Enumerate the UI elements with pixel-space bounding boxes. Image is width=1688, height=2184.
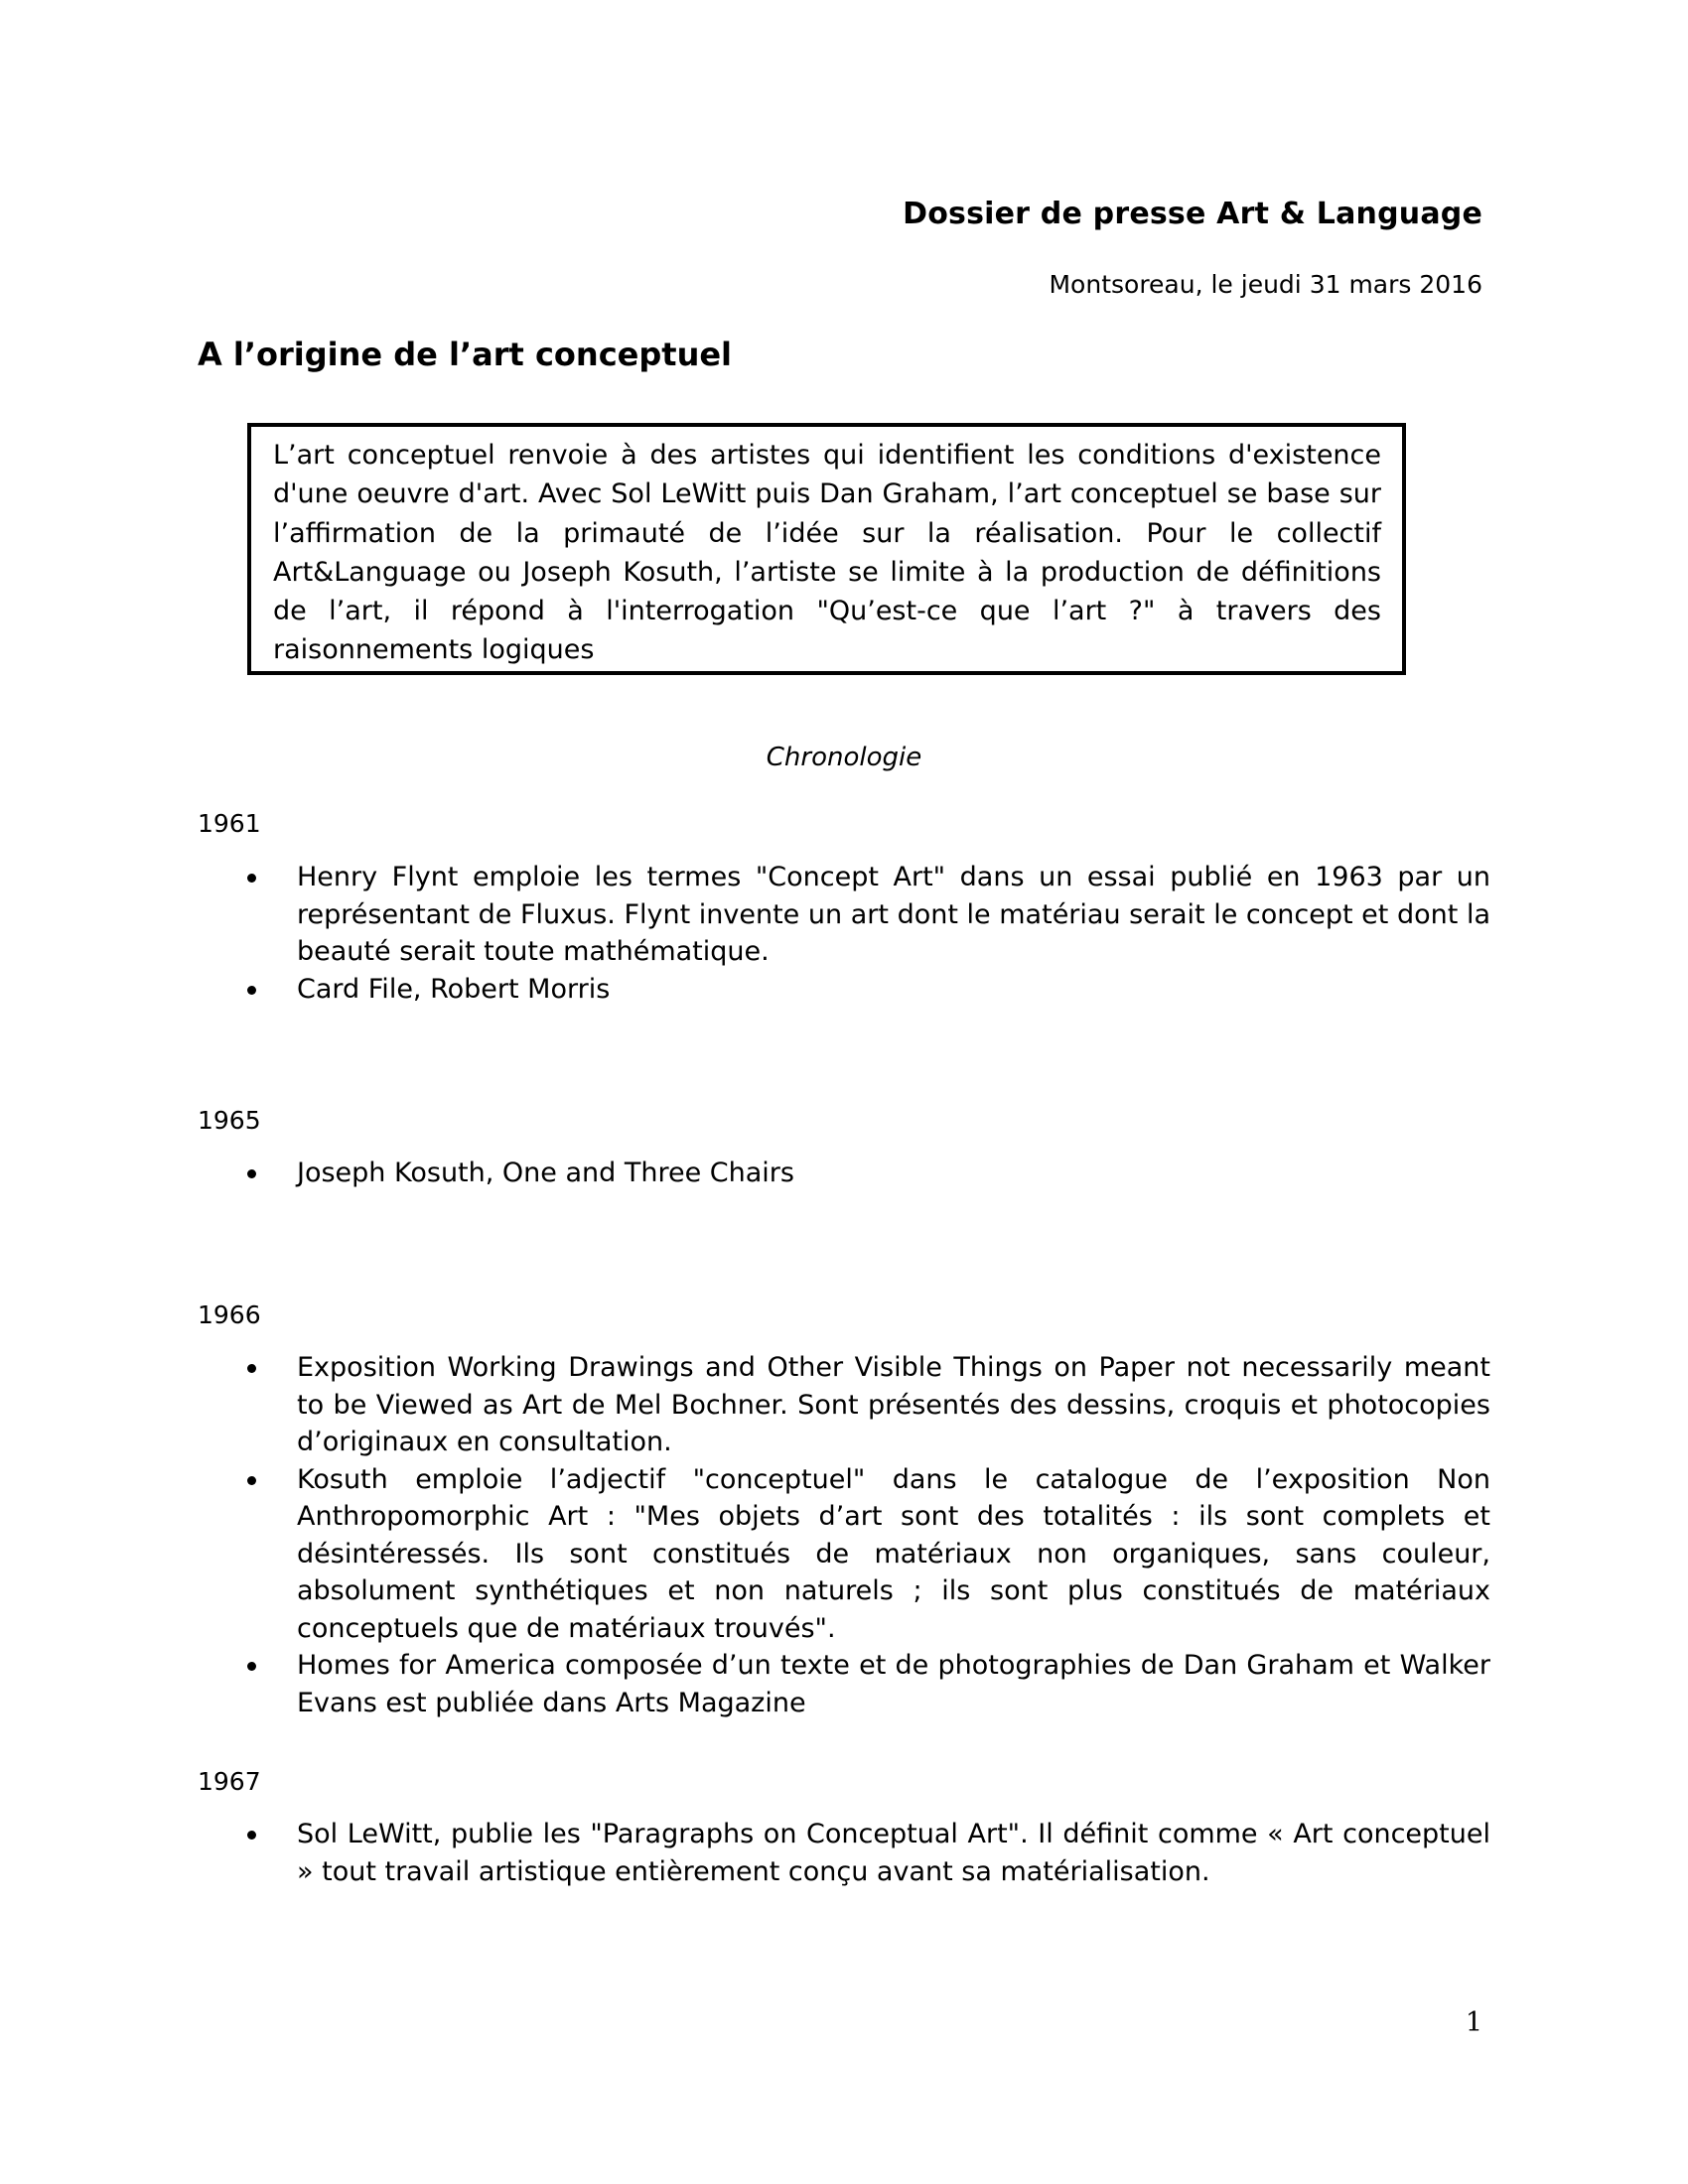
bullet-icon [247, 1364, 256, 1373]
section-heading: A l’origine de l’art conceptuel [198, 336, 733, 373]
bullet-icon [247, 1831, 256, 1840]
list-item [198, 1461, 1490, 1648]
intro-box [247, 423, 1406, 675]
bullet-list-1965 [198, 1155, 1490, 1192]
bullet-list-1961 [198, 859, 1490, 1008]
document-title: Dossier de presse Art & Language [903, 197, 1482, 231]
bullet-icon [247, 1476, 256, 1485]
year-label-1967: 1967 [198, 1767, 261, 1796]
year-label-1966: 1966 [198, 1300, 261, 1329]
bullet-icon [247, 1169, 256, 1178]
list-item [198, 1816, 1490, 1890]
chronology-heading: Chronologie [766, 743, 922, 772]
list-item-text: Joseph Kosuth, One and Three Chairs [297, 1158, 794, 1188]
list-item [198, 1155, 1490, 1192]
bullet-icon [247, 874, 256, 883]
list-item [198, 1349, 1490, 1461]
list-item-text: Exposition Working Drawings and Other Visible Things on Paper not necessarily meant to be Viewed as Art de Mel Bochner. Sont présentés des dessins, croquis et photocopies d’originaux en consultation. [297, 1352, 1490, 1457]
year-label-1965: 1965 [198, 1106, 261, 1135]
bullet-list-1966 [198, 1349, 1490, 1721]
intro-text: L’art conceptuel renvoie à des artistes qui identifient les conditions d'existence d'une oeuvre d'art. Avec Sol LeWitt puis Dan Graham, l’art conceptuel se base sur l’affirmation de la primauté de l’idée sur la réalisation. Pour le collectif Art&Language ou Joseph Kosuth, l’artiste se limite à la production de définitions de l’art, il répond à l'interrogation "Qu’est-ce que l’art ?" à travers des raisonnements logiques [273, 440, 1381, 666]
year-label-1961: 1961 [198, 809, 261, 838]
list-item-text: Sol LeWitt, publie les "Paragraphs on Conceptual Art". Il définit comme « Art conceptuel » tout travail artistique entièrement conçu avant sa matérialisation. [297, 1819, 1490, 1887]
list-item-text: Card File, Robert Morris [297, 973, 611, 1005]
bullet-icon [247, 986, 256, 995]
bullet-icon [247, 1662, 256, 1671]
page-number: 1 [1465, 2007, 1482, 2038]
list-item-text: Henry Flynt emploie les termes "Concept Art" dans un essai publié en 1963 par un représentant de Fluxus. Flynt invente un art dont le matériau serait le concept et dont la beauté serait toute mathématique. [297, 862, 1490, 967]
list-item [198, 1647, 1490, 1721]
list-item [198, 971, 1490, 1009]
bullet-list-1967 [198, 1816, 1490, 1890]
list-item [198, 859, 1490, 971]
document-date: Montsoreau, le jeudi 31 mars 2016 [1049, 270, 1482, 299]
list-item-text: Kosuth emploie l’adjectif "conceptuel" dans le catalogue de l’exposition Non Anthropomorphic Art : "Mes objets d’art sont des totalités : ils sont complets et désintéressés. Ils sont constitués de matériaux non organiques, sans couleur, absolument synthétiques et non naturels ; ils sont plus constitués de matériaux conceptuels que de matériaux trouvés". [297, 1463, 1490, 1644]
list-item-text: Homes for America composée d’un texte et de photographies de Dan Graham et Walker Evans est publiée dans Arts Magazine [297, 1650, 1490, 1718]
